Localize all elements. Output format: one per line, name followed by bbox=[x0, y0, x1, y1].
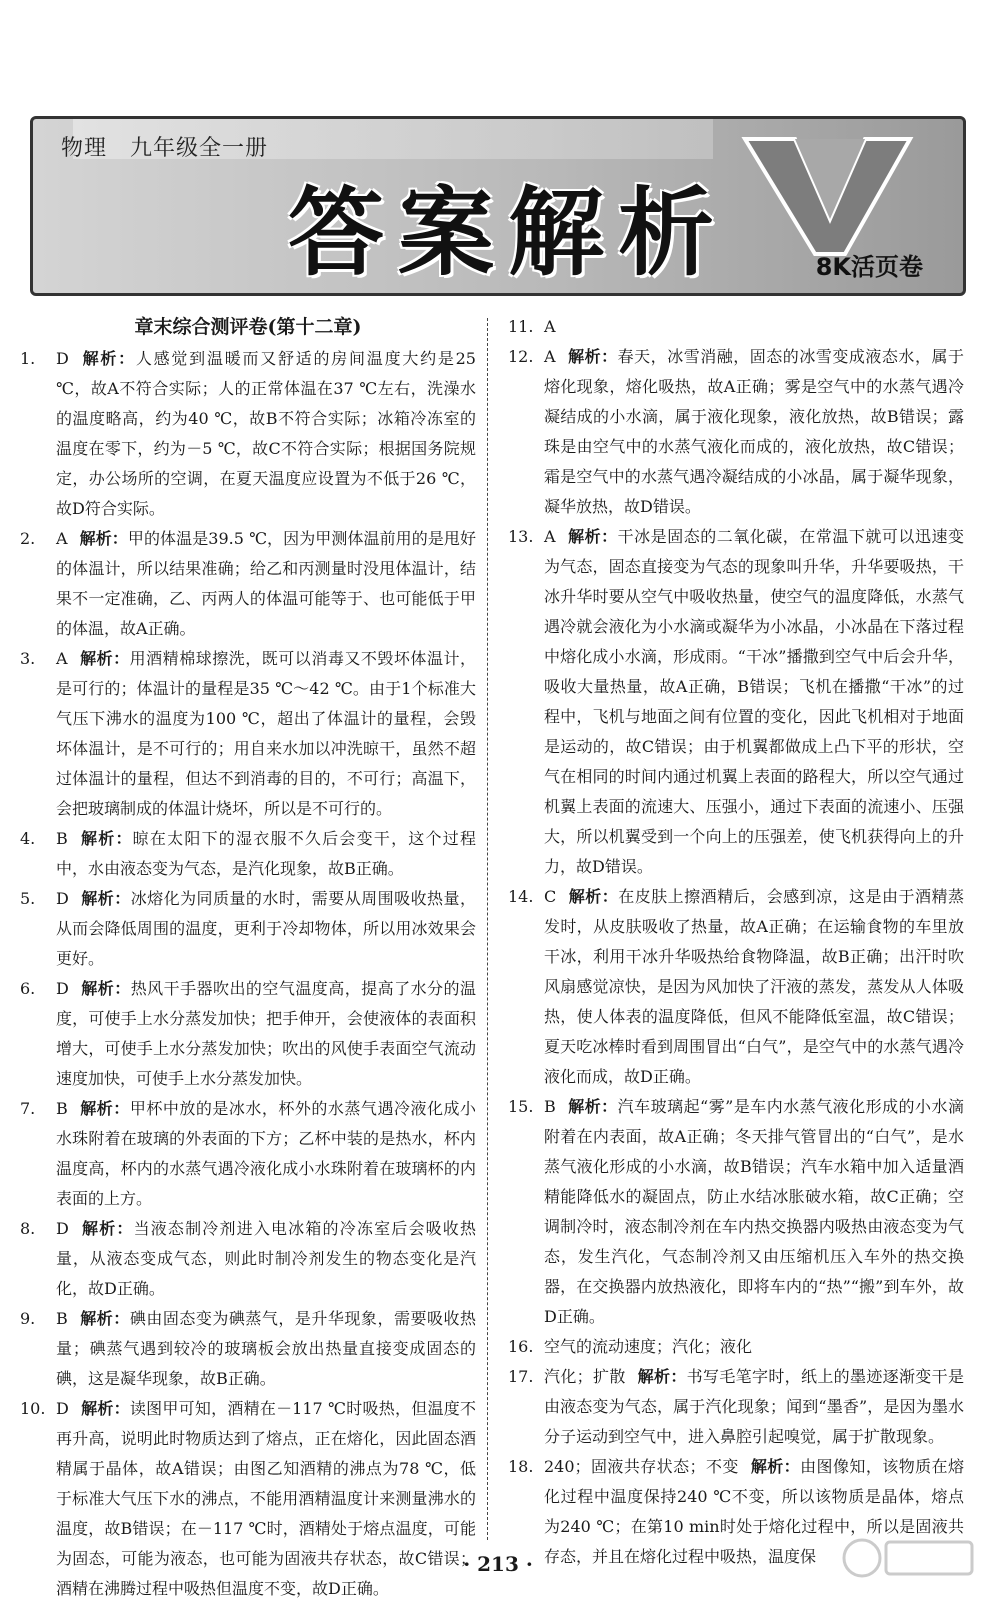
answer-body bbox=[544, 312, 964, 342]
question-number: 2. bbox=[20, 529, 36, 548]
question-number: 18. bbox=[508, 1457, 534, 1476]
answer-body bbox=[56, 524, 476, 644]
question-number: 3. bbox=[20, 649, 36, 668]
analysis-label: 解析： bbox=[567, 527, 618, 546]
answer-item bbox=[508, 882, 964, 1092]
answer-body bbox=[544, 882, 964, 1092]
answer-choice: D bbox=[56, 979, 69, 998]
question-number: 13. bbox=[508, 527, 534, 546]
analysis-label: 解析： bbox=[79, 529, 128, 548]
analysis-label: 解析： bbox=[637, 1367, 687, 1386]
answer-body bbox=[56, 1214, 476, 1304]
question-number: 9. bbox=[20, 1309, 36, 1328]
answer-choice: D bbox=[56, 1399, 69, 1418]
question-number: 7. bbox=[20, 1099, 36, 1118]
answer-item bbox=[20, 1094, 476, 1214]
analysis-label: 解析： bbox=[80, 889, 131, 908]
watermark-logo bbox=[840, 1528, 980, 1588]
answer-item bbox=[508, 342, 964, 522]
header-banner bbox=[30, 116, 966, 296]
answer-list-right bbox=[508, 312, 964, 1572]
answer-choice: A bbox=[544, 317, 556, 336]
answer-choice: D bbox=[56, 349, 69, 368]
analysis-label: 解析： bbox=[80, 979, 131, 998]
answer-body bbox=[56, 824, 476, 884]
question-number: 14. bbox=[508, 887, 534, 906]
question-number: 4. bbox=[20, 829, 36, 848]
answer-item bbox=[20, 824, 476, 884]
answer-item bbox=[508, 1092, 964, 1332]
answer-choice: 汽化；扩散 bbox=[544, 1367, 626, 1386]
answer-item bbox=[20, 974, 476, 1094]
analysis-label: 解析： bbox=[567, 347, 618, 366]
answer-choice: B bbox=[544, 1097, 556, 1116]
question-number: 17. bbox=[508, 1367, 534, 1386]
analysis-text: 汽车玻璃起“雾”是车内水蒸气液化形成的小水滴附着在内表面，故A正确；冬天排气管冒出的“白气”，是水蒸气液化形成的小水滴，故B错误；汽车水箱中加入适量酒精能降低水的凝固点，防止水结冰胀破水箱，故C正确；空调制冷时，液态制冷剂在车内热交换器内吸热由液态变为气态，发生汽化，气态制冷剂又由压缩机压入车外的热交换器，在交换器内放热液化，即将车内的“热”“搬”到车外，故D正确。 bbox=[544, 1097, 964, 1326]
answer-body bbox=[56, 884, 476, 974]
analysis-text: 在皮肤上擦酒精后，会感到凉，这是由于酒精蒸发时，从皮肤吸收了热量，故A正确；在运输食物的车里放干冰，利用干冰升华吸热给食物降温，故B正确；出汗时吹风扇感觉凉快，是因为风加快了汗液的蒸发，蒸发从人体吸热，使人体表的温度降低，但风不能降低室温，故C错误；夏天吃冰棒时看到周围冒出“白气”，是空气中的水蒸气遇冷液化而成，故D正确。 bbox=[544, 887, 964, 1086]
analysis-label: 解析： bbox=[750, 1457, 801, 1476]
left-column bbox=[20, 312, 476, 1604]
answer-choice: A bbox=[544, 527, 556, 546]
answer-item bbox=[20, 344, 476, 524]
analysis-text: 干冰是固态的二氧化碳，在常温下就可以迅速变为气态，固态直接变为气态的现象叫升华，升华要吸热，干冰升华时要从空气中吸收热量，使空气的温度降低，水蒸气遇冷就会液化为小水滴或凝华为小冰晶，小冰晶在下落过程中熔化成小水滴，形成雨。“干冰”播撒到空气中后会升华，吸收大量热量，故A正确，B错误；飞机在播撒“干冰”的过程中，飞机与地面之间有位置的变化，因此飞机相对于地面是运动的，故C错误；由于机翼都做成上凸下平的形状，空气在相同的时间内通过机翼上表面的路程大，所以空气通过机翼上表面的流速大、压强小，通过下表面的流速小、压强大，所以机翼受到一个向上的压强差，使飞机获得向上的升力，故D错误。 bbox=[544, 527, 964, 876]
answer-choice: B bbox=[56, 1099, 68, 1118]
answer-choice: 240；固液共存状态；不变 bbox=[544, 1457, 739, 1476]
answer-choice: B bbox=[56, 1309, 68, 1328]
analysis-text: 甲杯中放的是冰水，杯外的水蒸气遇冷液化成小水珠附着在玻璃的外表面的下方；乙杯中装的是热水，杯内温度高，杯内的水蒸气遇冷液化成小水珠附着在玻璃杯的内表面的上方。 bbox=[56, 1099, 476, 1208]
page-number: · 213 · bbox=[463, 1552, 533, 1576]
answer-body bbox=[544, 1332, 964, 1362]
answer-item bbox=[508, 522, 964, 882]
question-number: 10. bbox=[20, 1399, 46, 1418]
analysis-text: 冰熔化为同质量的水时，需要从周围吸收热量，从而会降低周围的温度，更利于冷却物体，所以用冰效果会更好。 bbox=[56, 889, 476, 968]
section-title: 章末综合测评卷(第十二章) bbox=[134, 316, 362, 338]
answer-choice: D bbox=[56, 1219, 69, 1238]
answer-body bbox=[544, 522, 964, 882]
question-number: 12. bbox=[508, 347, 534, 366]
question-number: 1. bbox=[20, 349, 36, 368]
analysis-label: 解析： bbox=[79, 1309, 130, 1328]
analysis-text: 晾在太阳下的湿衣服不久后会变干，这个过程中，水由液态变为气态，是汽化现象，故B正确。 bbox=[56, 829, 476, 878]
answer-body bbox=[56, 644, 476, 824]
right-column bbox=[508, 312, 964, 1572]
answer-item bbox=[20, 1214, 476, 1304]
page-title: 答案解析 bbox=[288, 177, 728, 289]
analysis-label: 解析： bbox=[79, 1099, 130, 1118]
analysis-text: 由图像知，该物质在熔化过程中温度保持240 ℃不变，所以该物质是晶体，熔点为240 ℃；在第10 min时处于熔化过程中，所以是固液共存态，并且在熔化过程中吸热，温度保 bbox=[544, 1457, 964, 1566]
answer-choice: A bbox=[544, 347, 556, 366]
analysis-text: 人感觉到温暖而又舒适的房间温度大约是25 ℃，故A不符合实际；人的正常体温在37 ℃左右，洗澡水的温度略高，约为40 ℃，故B不符合实际；冰箱冷冻室的温度在零下，约为－5 ℃，故C不符合实际；根据国务院规定，办公场所的空调，在夏天温度应设置为不低于26 ℃，故D符合实际。 bbox=[56, 349, 476, 518]
analysis-label: 解析： bbox=[568, 887, 619, 906]
answer-choice: D bbox=[56, 889, 69, 908]
analysis-label: 解析： bbox=[80, 1219, 134, 1238]
subject-label: 物理 九年级全一册 bbox=[61, 136, 269, 161]
answer-item bbox=[20, 524, 476, 644]
answer-body bbox=[56, 1304, 476, 1394]
answer-body bbox=[56, 974, 476, 1094]
question-number: 8. bbox=[20, 1219, 36, 1238]
answer-item bbox=[20, 884, 476, 974]
question-number: 16. bbox=[508, 1337, 534, 1356]
answer-choice: 空气的流动速度；汽化；液化 bbox=[544, 1337, 753, 1356]
answer-body bbox=[544, 1092, 964, 1332]
analysis-label: 解析： bbox=[79, 829, 133, 848]
answer-item bbox=[20, 644, 476, 824]
answer-body bbox=[56, 1094, 476, 1214]
answer-body bbox=[544, 1362, 964, 1452]
analysis-label: 解析： bbox=[80, 349, 136, 368]
analysis-text: 书写毛笔字时，纸上的墨迹逐渐变干是由液态变为气态，属于汽化现象；闻到“墨香”，是因为墨水分子运动到空气中，进入鼻腔引起嗅觉，属于扩散现象。 bbox=[544, 1367, 964, 1446]
answer-item bbox=[20, 1304, 476, 1394]
answer-item bbox=[508, 1332, 964, 1362]
analysis-text: 用酒精棉球擦洗，既可以消毒又不毁坏体温计，是可行的；体温计的量程是35 ℃～42 ℃。由于1个标准大气压下沸水的温度为100 ℃，超出了体温计的量程，会毁坏体温计，是不可行的；用自来水加以冲洗晾干，虽然不超过体温计的量程，但达不到消毒的目的，不可行；高温下，会把玻璃制成的体温计烧坏，所以是不可行的。 bbox=[56, 649, 476, 818]
question-number: 6. bbox=[20, 979, 36, 998]
analysis-text: 碘由固态变为碘蒸气，是升华现象，需要吸收热量；碘蒸气遇到较冷的玻璃板会放出热量直接变成固态的碘，这是凝华现象，故B正确。 bbox=[56, 1309, 476, 1388]
answer-item bbox=[508, 1362, 964, 1452]
analysis-text: 春天，冰雪消融，固态的冰雪变成液态水，属于熔化现象，熔化吸热，故A正确；雾是空气中的水蒸气遇冷凝结成的小水滴，属于液化现象，液化放热，故B错误；露珠是由空气中的水蒸气液化而成的，液化放热，故C错误；霜是空气中的水蒸气遇冷凝结成的小冰晶，属于凝华现象，凝华放热，故D错误。 bbox=[544, 347, 964, 516]
column-divider bbox=[487, 318, 488, 1540]
answer-list-left bbox=[20, 344, 476, 1604]
analysis-label: 解析： bbox=[80, 1399, 130, 1418]
answer-body bbox=[544, 342, 964, 522]
answer-item bbox=[508, 312, 964, 342]
analysis-text: 读图甲可知，酒精在－117 ℃时吸热，但温度不再升高，说明此时物质达到了熔点，正在熔化，因此固态酒精属于晶体，故A错误；由图乙知酒精的沸点为78 ℃，低于标准大气压下水的沸点，不能用酒精温度计来测量沸水的温度，故B错误；在－117 ℃时，酒精处于熔点温度，可能为固态，可能为液态，也可能为固液共存状态，故C错误；酒精在沸腾过程中吸热但温度不变，故D正确。 bbox=[56, 1399, 476, 1598]
question-number: 11. bbox=[508, 317, 534, 336]
analysis-text: 热风干手器吹出的空气温度高，提高了水分的温度，可使手上水分蒸发加快；把手伸开，会使液体的表面积增大，可使手上水分蒸发加快；吹出的风使手表面空气流动速度加快，可使手上水分蒸发加快。 bbox=[56, 979, 476, 1088]
answer-choice: A bbox=[56, 649, 68, 668]
analysis-text: 当液态制冷剂进入电冰箱的冷冻室后会吸收热量，从液态变成气态，则此时制冷剂发生的物态变化是汽化，故D正确。 bbox=[56, 1219, 476, 1298]
question-number: 15. bbox=[508, 1097, 534, 1116]
answer-choice: B bbox=[56, 829, 68, 848]
analysis-label: 解析： bbox=[79, 649, 130, 668]
edition-label: 8K活页卷 bbox=[815, 253, 923, 281]
analysis-label: 解析： bbox=[567, 1097, 618, 1116]
analysis-text: 甲的体温是39.5 ℃，因为甲测体温前用的是甩好的体温计，所以结果准确；给乙和丙测量时没甩体温计，结果不一定准确，乙、丙两人的体温可能等于、也可能低于甲的体温，故A正确。 bbox=[56, 529, 476, 638]
question-number: 5. bbox=[20, 889, 36, 908]
answer-choice: C bbox=[544, 887, 557, 906]
answer-body bbox=[56, 344, 476, 524]
decorative-v-graphic bbox=[735, 129, 915, 259]
answer-choice: A bbox=[56, 529, 68, 548]
